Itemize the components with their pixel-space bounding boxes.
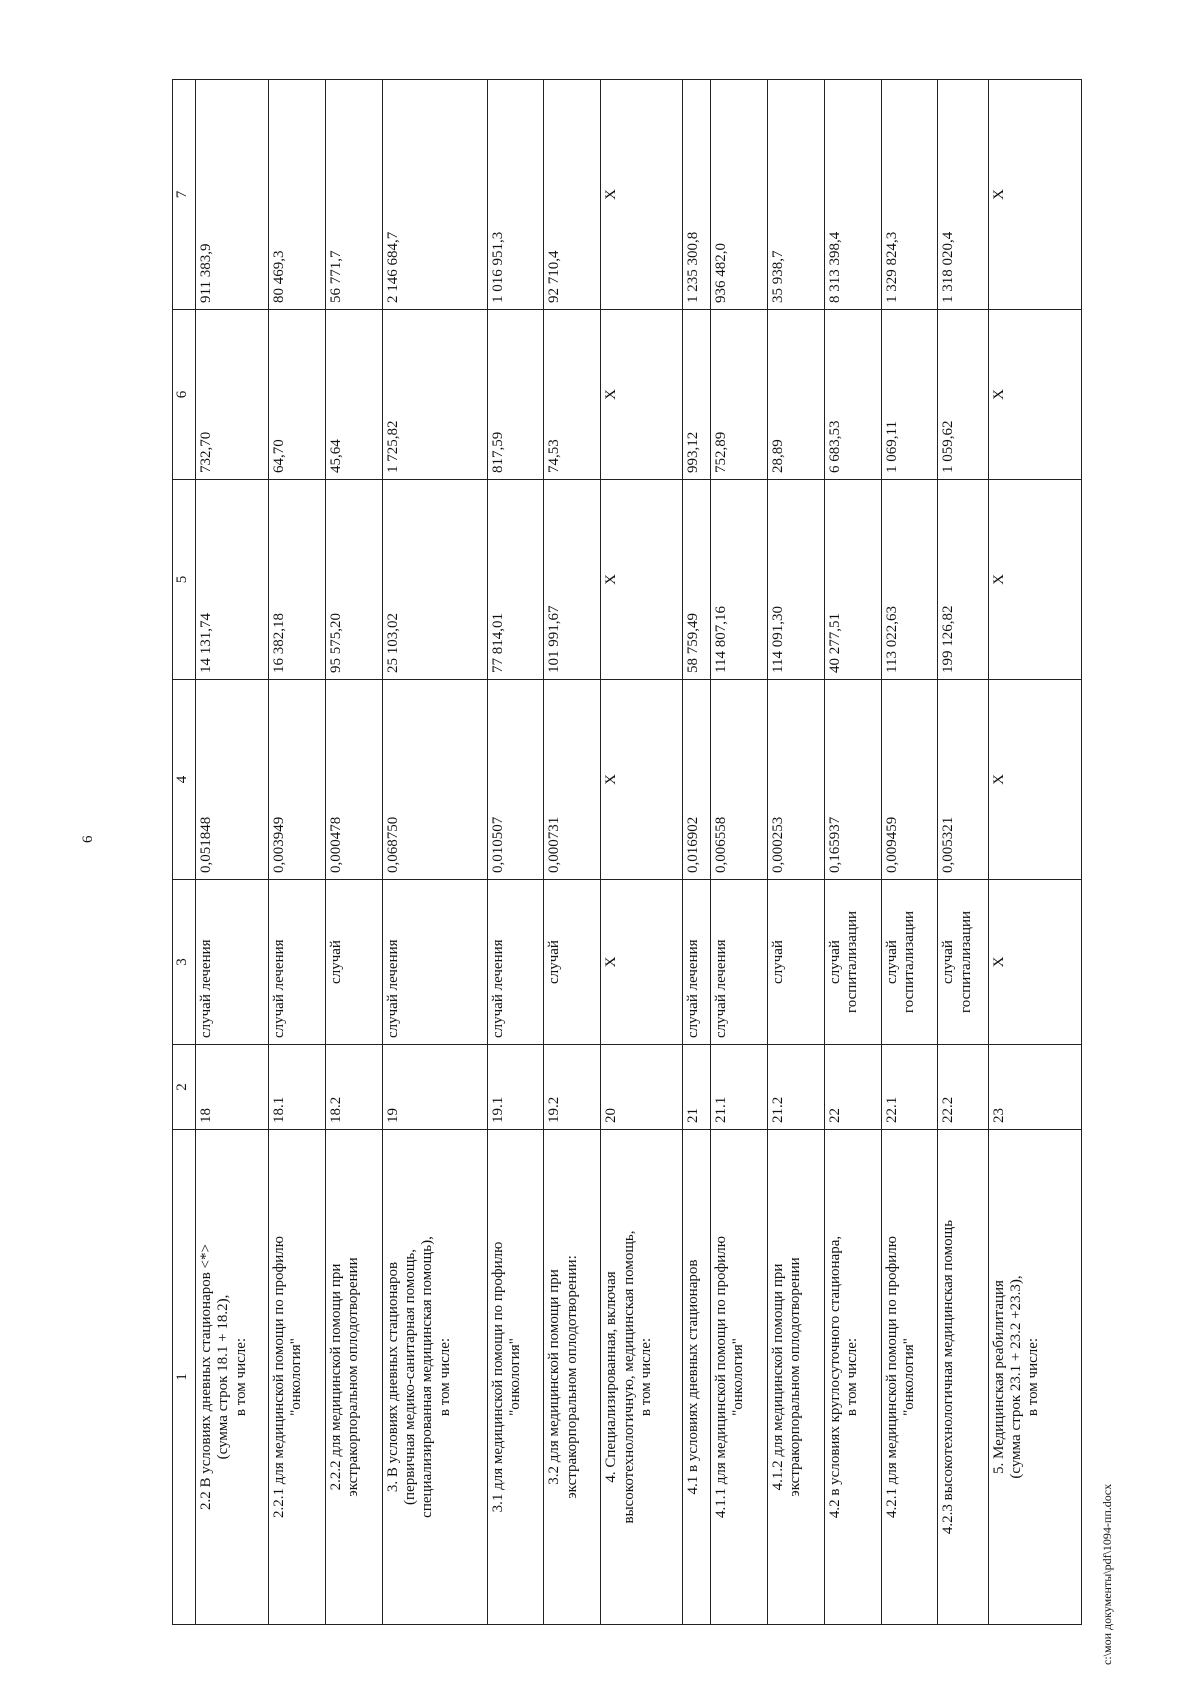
cell-name: 4. Специализированная, включая высокотехнологичную, медицинская помощь, в том числе: [601,1130,683,1625]
cell-line-number: 21.1 [710,1045,767,1130]
cell-total: 936 482,0 [710,80,767,310]
cell-norm: 0,000731 [544,680,601,880]
cell-unit: случай [767,880,824,1045]
column-header: 2 [173,1045,196,1130]
cell-norm: 0,165937 [824,680,881,880]
cell-per-capita: 45,64 [325,310,382,480]
table-row [382,80,487,1625]
cell-per-capita: 28,89 [767,310,824,480]
cell-cost: 113 022,63 [881,480,938,680]
cell-cost: 114 091,30 [767,480,824,680]
cell-line-number: 21 [683,1045,710,1130]
cell-per-capita: 732,70 [196,310,269,480]
cell-name: 3.1 для медицинской помощи по профилю "онкология" [487,1130,544,1625]
cell-per-capita: 1 725,82 [382,310,487,480]
table-row [683,80,710,1625]
cell-unit: X [601,880,683,1045]
cell-norm: 0,051848 [196,680,269,880]
cell-total: 35 938,7 [767,80,824,310]
cell-cost: 14 131,74 [196,480,269,680]
cell-unit: случай госпитализации [824,880,881,1045]
cell-per-capita: 74,53 [544,310,601,480]
table-row [824,80,881,1625]
cell-name: 4.2.1 для медицинской помощи по профилю "онкология" [881,1130,938,1625]
cell-cost: 77 814,01 [487,480,544,680]
cell-per-capita: X [601,310,683,480]
cell-cost: 40 277,51 [824,480,881,680]
cell-line-number: 19.1 [487,1045,544,1130]
cell-line-number: 21.2 [767,1045,824,1130]
cell-unit: случай госпитализации [938,880,988,1045]
column-header: 5 [173,480,196,680]
cell-line-number: 22 [824,1045,881,1130]
table-row [988,80,1081,1625]
cell-line-number: 23 [988,1045,1081,1130]
cell-per-capita: 752,89 [710,310,767,480]
cell-total: 1 318 020,4 [938,80,988,310]
cell-line-number: 18.1 [268,1045,325,1130]
column-header: 4 [173,680,196,880]
cell-line-number: 22.1 [881,1045,938,1130]
cell-cost: 25 103,02 [382,480,487,680]
cell-cost: X [988,480,1081,680]
cell-per-capita: 64,70 [268,310,325,480]
cell-total: 1 329 824,3 [881,80,938,310]
cell-unit: случай лечения [196,880,269,1045]
cell-per-capita: X [988,310,1081,480]
cell-norm: 0,009459 [881,680,938,880]
cell-cost: 114 807,16 [710,480,767,680]
column-header: 7 [173,80,196,310]
cell-unit: случай лечения [683,880,710,1045]
cell-line-number: 19 [382,1045,487,1130]
cell-line-number: 20 [601,1045,683,1130]
cell-cost: 101 991,67 [544,480,601,680]
cell-norm: 0,006558 [710,680,767,880]
cell-name: 4.1.1 для медицинской помощи по профилю "онкология" [710,1130,767,1625]
cell-name: 4.2 в условиях круглосуточного стационара, в том числе: [824,1130,881,1625]
table-header-row [173,80,196,1625]
cell-name: 2.2 В условиях дневных стационаров <*> (сумма строк 18.1 + 18.2), в том числе: [196,1130,269,1625]
cell-per-capita: 1 069,11 [881,310,938,480]
cell-name: 4.1.2 для медицинской помощи при экстракорпоральном оплодотворении [767,1130,824,1625]
cell-per-capita: 993,12 [683,310,710,480]
table-row [268,80,325,1625]
cell-cost: 16 382,18 [268,480,325,680]
column-header: 3 [173,880,196,1045]
cell-name: 2.2.1 для медицинской помощи по профилю "онкология" [268,1130,325,1625]
cell-cost: 199 126,82 [938,480,988,680]
cell-name: 3.2 для медицинской помощи при экстракорпоральном оплодотворении: [544,1130,601,1625]
cell-total: 80 469,3 [268,80,325,310]
table-row [767,80,824,1625]
cell-per-capita: 6 683,53 [824,310,881,480]
cell-unit: случай лечения [487,880,544,1045]
cell-total: 2 146 684,7 [382,80,487,310]
cell-name: 4.2.3 высокотехнологичная медицинская помощь [938,1130,988,1625]
cell-unit: случай [325,880,382,1045]
cell-per-capita: 1 059,62 [938,310,988,480]
cell-total: 92 710,4 [544,80,601,310]
table-row [881,80,938,1625]
page-number: 6 [80,835,96,843]
cell-unit: случай госпитализации [881,880,938,1045]
cell-norm: 0,010507 [487,680,544,880]
cell-name: 4.1 в условиях дневных стационаров [683,1130,710,1625]
cell-unit: случай лечения [268,880,325,1045]
cell-norm: 0,003949 [268,680,325,880]
cell-unit: случай [544,880,601,1045]
data-table [172,79,1082,1625]
table-row [196,80,269,1625]
cell-name: 5. Медицинская реабилитация (сумма строк 23.1 + 23.2 +23.3), в том числе: [988,1130,1081,1625]
cell-norm: 0,000478 [325,680,382,880]
table-row [325,80,382,1625]
table-row [601,80,683,1625]
table-row [544,80,601,1625]
column-header: 1 [173,1130,196,1625]
cell-cost: X [601,480,683,680]
cell-unit: случай лечения [382,880,487,1045]
cell-line-number: 22.2 [938,1045,988,1130]
cell-unit: X [988,880,1081,1045]
cell-total: 911 383,9 [196,80,269,310]
cell-cost: 95 575,20 [325,480,382,680]
table-row [487,80,544,1625]
cell-total: 8 313 398,4 [824,80,881,310]
cell-line-number: 18 [196,1045,269,1130]
cell-per-capita: 817,59 [487,310,544,480]
cell-norm: 0,005321 [938,680,988,880]
cell-total: 1 235 300,8 [683,80,710,310]
table-body [196,80,1082,1625]
cell-norm: 0,016902 [683,680,710,880]
cell-norm: 0,000253 [767,680,824,880]
cell-norm: X [988,680,1081,880]
footer-file-path: c:\мои документы\pdf\1094-пп.docx [1100,1483,1114,1665]
cell-name: 3. В условиях дневных стационаров (первичная медико-санитарная помощь, специализированная медицинская помощь), в том числе: [382,1130,487,1625]
cell-cost: 58 759,49 [683,480,710,680]
cell-name: 2.2.2 для медицинской помощи при экстракорпоральном оплодотворении [325,1130,382,1625]
cell-unit: случай лечения [710,880,767,1045]
table-row [710,80,767,1625]
cell-norm: 0,068750 [382,680,487,880]
cell-total: X [988,80,1081,310]
cell-norm: X [601,680,683,880]
cell-total: 56 771,7 [325,80,382,310]
column-header: 6 [173,310,196,480]
cell-total: X [601,80,683,310]
rotated-table-wrapper [172,80,1082,1625]
cell-line-number: 18.2 [325,1045,382,1130]
cell-total: 1 016 951,3 [487,80,544,310]
table-row [938,80,988,1625]
cell-line-number: 19.2 [544,1045,601,1130]
